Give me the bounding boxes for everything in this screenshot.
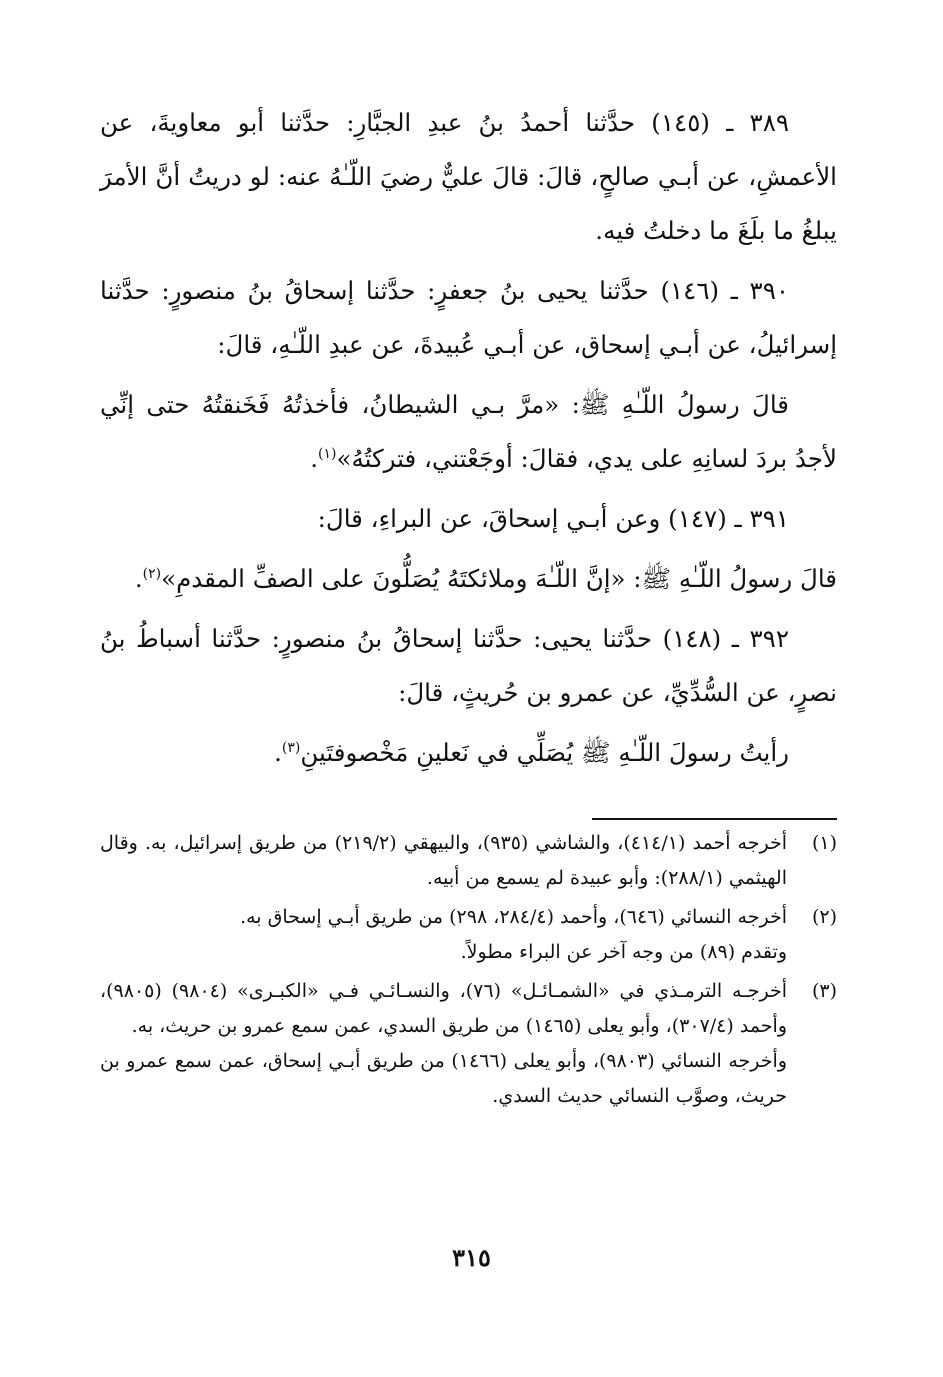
paragraph-text: ٣٩٢ ـ (١٤٨) حدَّثنا يحيى: حدَّثنا إسحاقُ بنُ منصورٍ: حدَّثنا أسباطُ بنُ نصرٍ، عن السُّدِّيِّ، عن عمرو بن حُريثٍ، قالَ: [100, 624, 837, 707]
paragraph-text: ٣٩٠ ـ (١٤٦) حدَّثنا يحيى بنُ جعفرٍ: حدَّثنا إسحاقُ بنُ منصورٍ: حدَّثنا إسرائيلُ، عن أبـي إسحاق، عن أبـي عُبيدةَ، عن عبدِ اللّـٰهِ، قالَ: [100, 276, 837, 359]
hadith-391-matn: قالَ رسولُ اللّـٰهِ ﷺ: «إنَّ اللّـٰهَ وملائكتَهُ يُصَلُّونَ على الصفِّ المقدمِ»$^{(٢)}$. [134, 564, 837, 593]
footnote-number: (١) [811, 832, 837, 854]
hadith-389 [100, 96, 837, 258]
paragraph-text: رأيتُ رسولَ اللّـٰهِ ﷺ يُصَلِّي في نَعلينِ مَخْصوفتَينِ [300, 738, 789, 767]
footnote-ref[interactable]: (١) [317, 445, 337, 462]
footnote-1 [100, 826, 837, 896]
hadith-390 [100, 264, 837, 372]
footnote-text: أخرجه أحمد (٤١٤/١)، والشاشي (٩٣٥)، والبيهقي (٢١٩/٢) من طريق إسرائيل، به. وقال الهيثمي (٢٨٨/١): وأبو عبيدة لم يسمع من أبيه. [100, 832, 787, 889]
main-text [100, 96, 837, 780]
footnote-text: أخرجه النسائي (٦٤٦)، وأحمد (٢٨٤/٤، ٢٩٨) من طريق أبـي إسحاق به. [240, 906, 787, 928]
footnote-text: أخرجـه الترمـذي في «الشمـائـل» (٧٦)، والنسـائـي فـي «الكبـرى» (٩٨٠٤) (٩٨٠٥)، وأحمد (٣٠٧/٤)، وأبو يعلى (١٤٦٥) من طريق السدي، عمن سمع عمرو بن حريث، به. [100, 980, 787, 1037]
footnote-number: (٣) [811, 980, 837, 1002]
paragraph-text: قالَ رسولُ اللّـٰهِ ﷺ: «مرَّ بـي الشيطانُ، فأخذتُهُ فَخَنقتُهُ حتى إنِّي لأجدُ بردَ لسانِهِ على يدي، فقالَ: أوجَعْتني، فتركتُهُ» [100, 390, 837, 473]
page-number: ٣١٥ [452, 1243, 491, 1272]
footnote-ref[interactable]: (٣) [281, 739, 301, 756]
hadith-392-matn: رأيتُ رسولَ اللّـٰهِ ﷺ يُصَلِّي في نَعلينِ مَخْصوفتَينِ$^{(٣)}$. [274, 738, 789, 767]
footnote-separator [592, 818, 837, 820]
footnote-3 [100, 974, 837, 1114]
footnote-ref[interactable]: (٢) [142, 565, 162, 582]
footnote-text: وأخرجه النسائي (٩٨٠٣)، وأبو يعلى (١٤٦٦) من طريق أبـي إسحاق، عمن سمع عمرو بن حريث، وصوَّب النسائي حديث السدي. [100, 1050, 787, 1107]
footnote-text: وتقدم (٨٩) من وجه آخر عن البراء مطولاً. [460, 941, 787, 963]
footnote-number: (٢) [811, 906, 837, 928]
footnote-2 [100, 900, 837, 970]
paragraph-text: ٣٩١ ـ (١٤٧) وعن أبـي إسحاقَ، عن البراءِ، قالَ: [317, 504, 789, 533]
hadith-390-matn: قالَ رسولُ اللّـٰهِ ﷺ: «مرَّ بـي الشيطانُ، فأخذتُهُ فَخَنقتُهُ حتى إنِّي لأجدُ بردَ لسانِهِ على يدي، فقالَ: أوجَعْتني، فتركتُهُ»$^{(١)}$. [100, 390, 837, 473]
paragraph-text: قالَ رسولُ اللّـٰهِ ﷺ: «إنَّ اللّـٰهَ وملائكتَهُ يُصَلُّونَ على الصفِّ المقدمِ» [161, 564, 837, 593]
hadith-391 [100, 492, 837, 546]
footnotes [100, 826, 837, 1118]
hadith-392 [100, 612, 837, 720]
paragraph-text: ٣٨٩ ـ (١٤٥) حدَّثنا أحمدُ بنُ عبدِ الجبَّارِ: حدَّثنا أبو معاويةَ، عن الأعمشِ، عن أبـي صالحٍ، قالَ: قالَ عليٌّ رضيَ اللّـٰهُ عنه: لو دريتُ أنَّ الأمرَ يبلغُ ما بلَغَ ما دخلتُ فيه. [100, 108, 837, 245]
